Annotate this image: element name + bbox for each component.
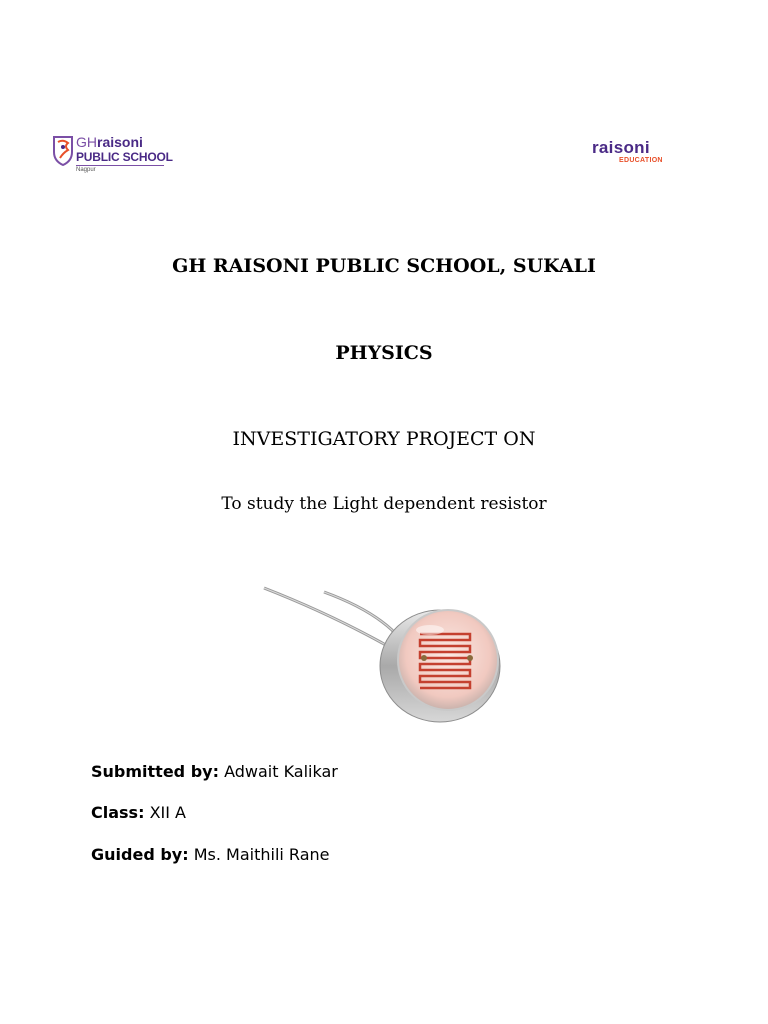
logo-left-city: Nagpur xyxy=(76,167,96,173)
raisoni-education-logo xyxy=(592,139,684,169)
gh-raisoni-school-logo xyxy=(52,134,173,176)
project-topic: To study the Light dependent resistor xyxy=(221,494,547,514)
subject-heading: PHYSICS xyxy=(335,342,433,364)
logo-left-line1: GHraisoni xyxy=(76,134,143,150)
submitted-by-value: Adwait Kalikar xyxy=(224,762,338,781)
class-label: Class: xyxy=(91,803,145,822)
guided-by-value: Ms. Maithili Rane xyxy=(193,845,330,864)
project-heading: INVESTIGATORY PROJECT ON xyxy=(232,428,536,450)
school-name-heading: GH RAISONI PUBLIC SCHOOL, SUKALI xyxy=(172,255,596,277)
light-dependent-resistor-image xyxy=(258,578,508,728)
submitted-by-label: Submitted by: xyxy=(91,762,219,781)
class-value: XII A xyxy=(149,803,186,822)
guided-by-label: Guided by: xyxy=(91,845,189,864)
crest-icon xyxy=(52,134,74,166)
class-line xyxy=(91,803,186,823)
logo-left-underline xyxy=(76,165,164,166)
logo-right-tagline: EDUCATION xyxy=(619,157,663,164)
logo-left-line2: PUBLIC SCHOOL xyxy=(76,150,173,164)
submitted-by-line xyxy=(91,762,338,782)
logo-right-brand: raisoni xyxy=(592,138,650,157)
guided-by-line xyxy=(91,845,329,865)
